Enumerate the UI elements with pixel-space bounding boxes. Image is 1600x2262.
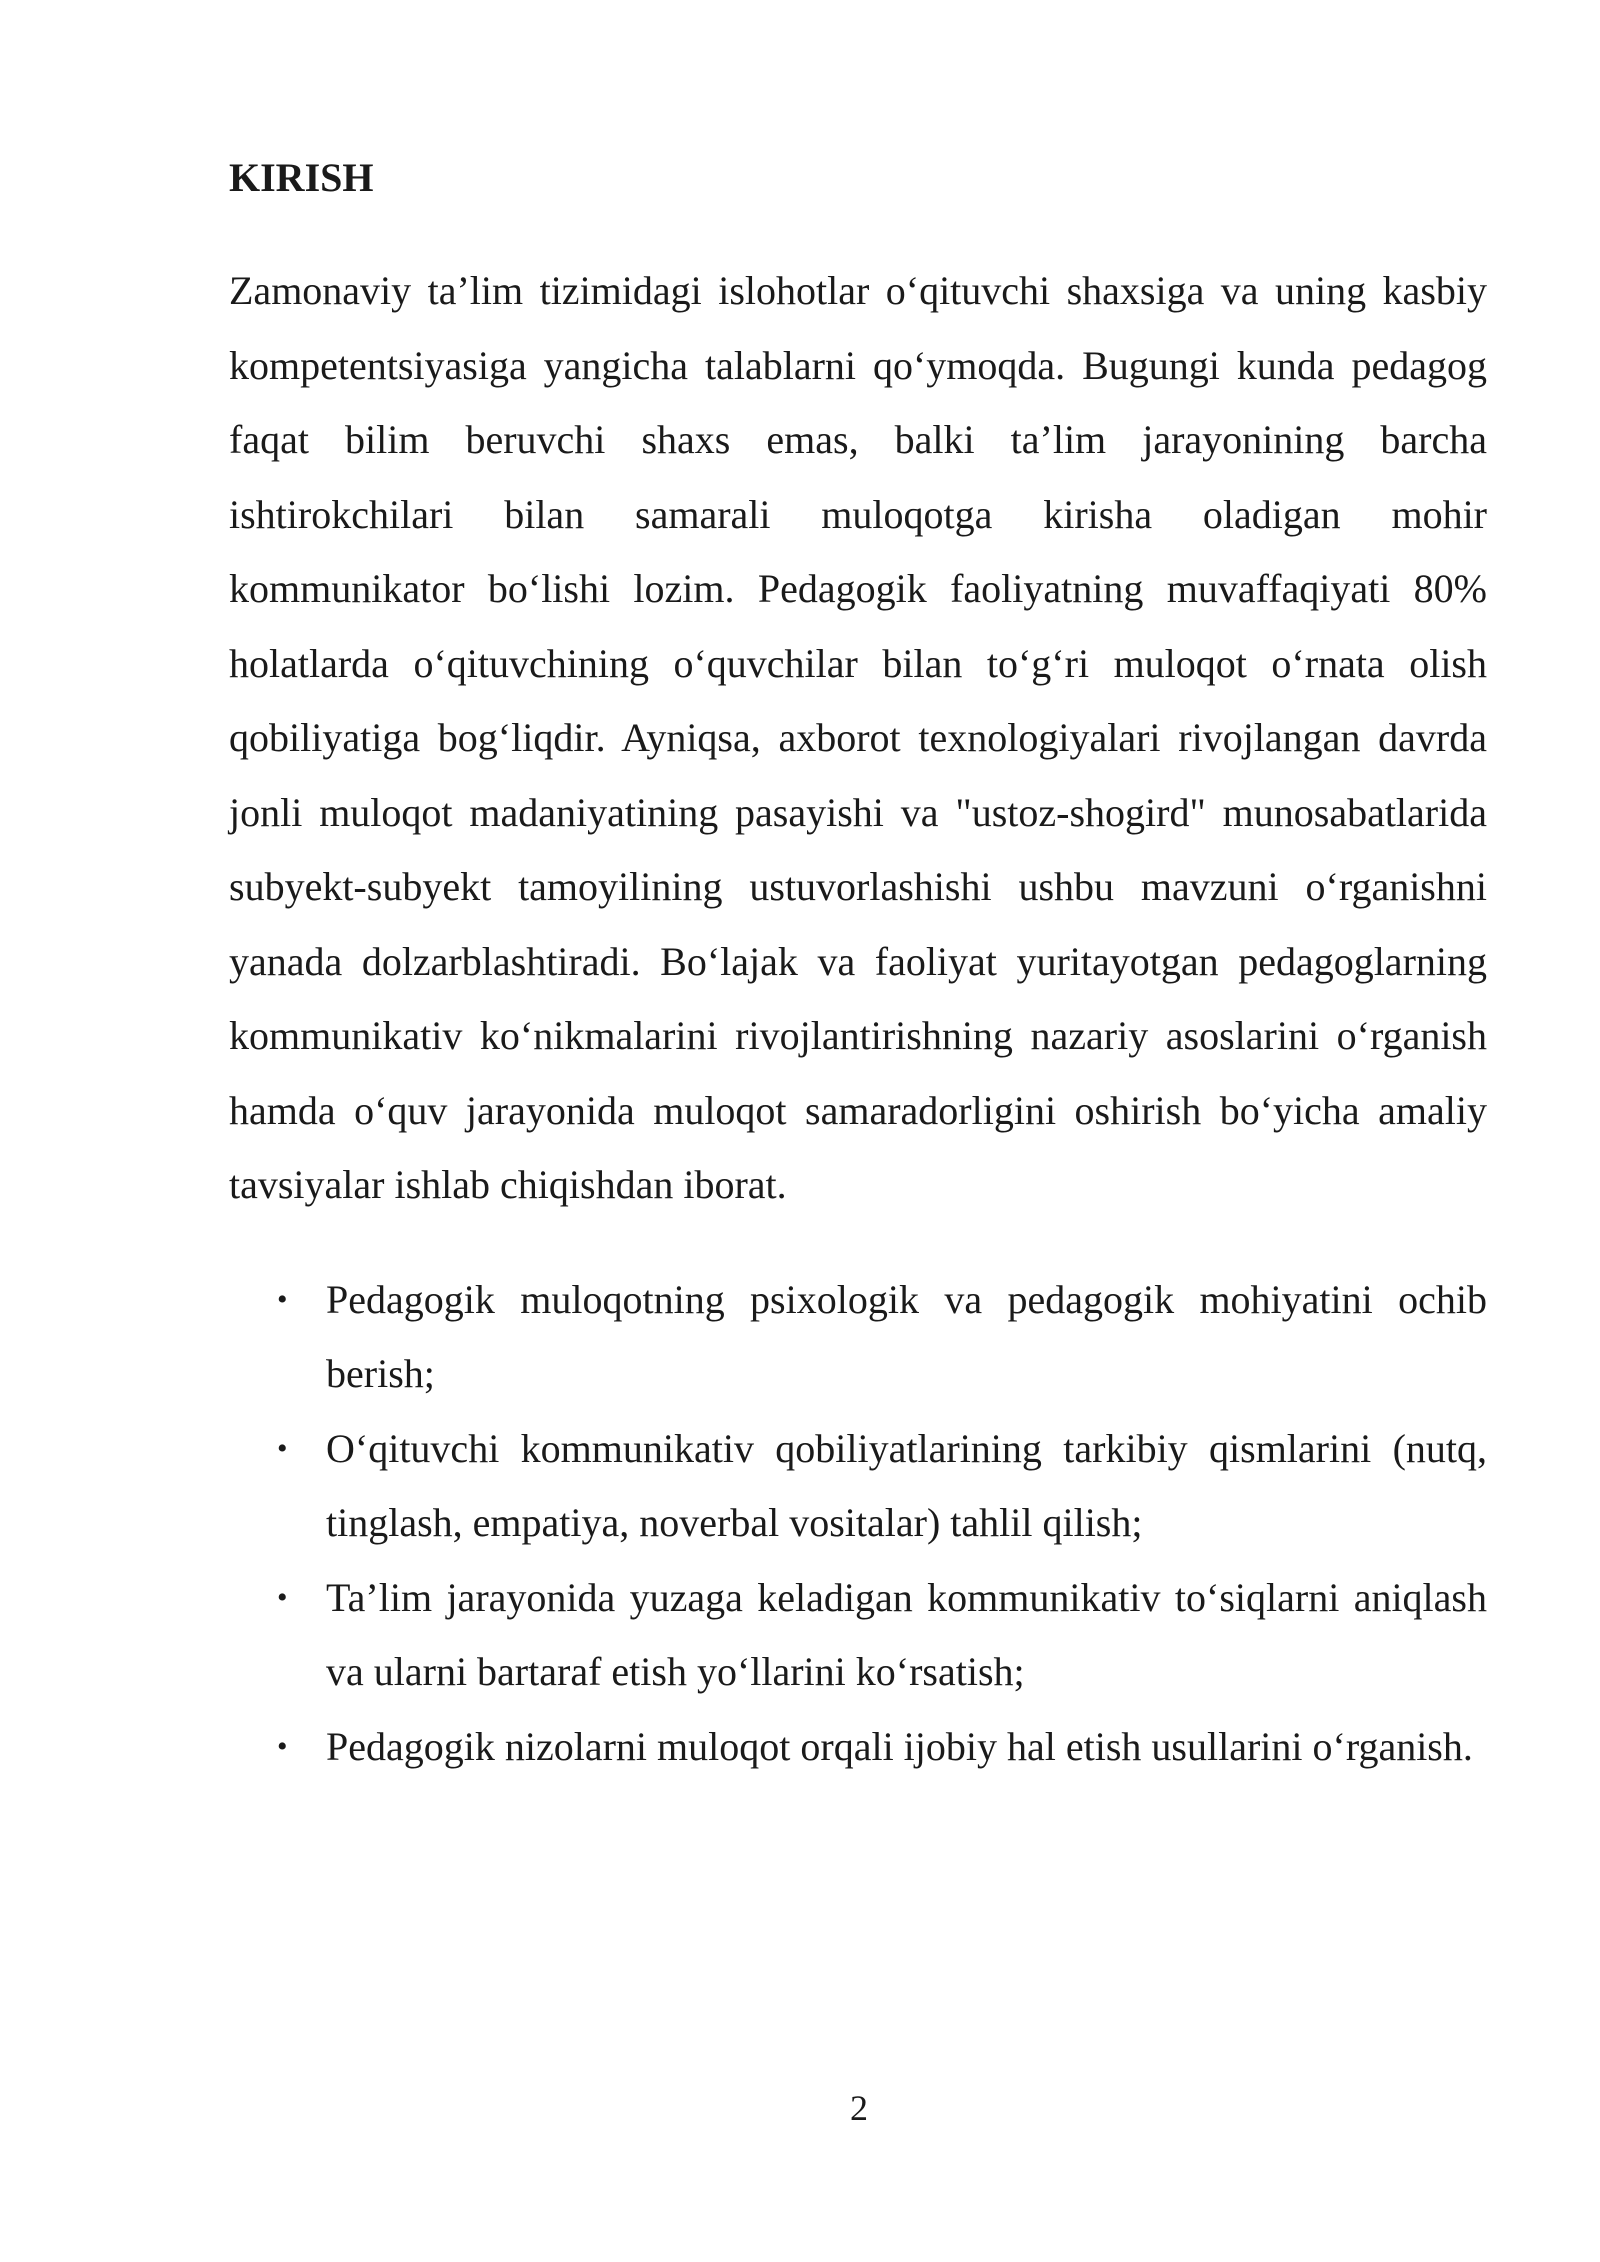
intro-paragraph: Zamonaviy ta’lim tizimidagi islohotlar o‘qituvchi shaxsiga va uning kasbiy kompetentsiyasiga yangicha talablarni qo‘ymoqda. Bugungi kunda pedagog faqat bilim beruvchi shaxs emas, balki ta’lim jarayonining barcha ishtirokchilari bilan samarali muloqotga kirisha oladigan mohir kommunikator bo‘lishi lozim. Pedagogik faoliyatning muvaffaqiyati 80% holatlarda o‘qituvchining o‘quvchilar bilan to‘g‘ri muloqot o‘rnata olish qobiliyatiga bog‘liqdir. Ayniqsa, axborot texnologiyalari rivojlangan davrda jonli muloqot madaniyatining pasayishi va "ustoz-shogird" munosabatlarida subyekt-subyekt tamoyilining ustuvorlashishi ushbu mavzuni o‘rganishni yanada dolzarblashtiradi. Bo‘lajak va faoliyat yuritayotgan pedagoglarning kommunikativ ko‘nikmalarini rivojlantirishning nazariy asoslarini o‘rganish hamda o‘quv jarayonida muloqot samaradorligini oshirish bo‘yicha amaliy tavsiyalar ishlab chiqishdan iborat. bbox=[229, 268, 1487, 1207]
list-item bbox=[229, 1412, 1487, 1561]
page-content bbox=[229, 150, 1487, 1784]
list-item-text: O‘qituvchi kommunikativ qobiliyatlarining tarkibiy qismlarini (nutq, tinglash, empatiya, noverbal vositalar) tahlil qilish; bbox=[326, 1425, 1487, 1545]
bullet-icon: • bbox=[277, 1729, 288, 1763]
list-item bbox=[229, 1561, 1487, 1710]
list-item-text: Ta’lim jarayonida yuzaga keladigan kommunikativ to‘siqlarni aniqlash va ularni bartaraf etish yo‘llarini ko‘rsatish; bbox=[326, 1574, 1487, 1694]
list-item bbox=[229, 1263, 1487, 1412]
task-list bbox=[229, 1263, 1487, 1785]
list-item-text: Pedagogik nizolarni muloqot orqali ijobiy hal etish usullarini o‘rganish. bbox=[326, 1723, 1473, 1769]
bullet-icon: • bbox=[277, 1282, 288, 1316]
list-item-text: Pedagogik muloqotning psixologik va pedagogik mohiyatini ochib berish; bbox=[326, 1276, 1487, 1396]
bullet-icon: • bbox=[277, 1431, 288, 1465]
section-heading: KIRISH bbox=[229, 155, 374, 200]
bullet-icon: • bbox=[277, 1580, 288, 1614]
list-item bbox=[229, 1710, 1487, 1785]
page-number: 2 bbox=[850, 2088, 868, 2128]
